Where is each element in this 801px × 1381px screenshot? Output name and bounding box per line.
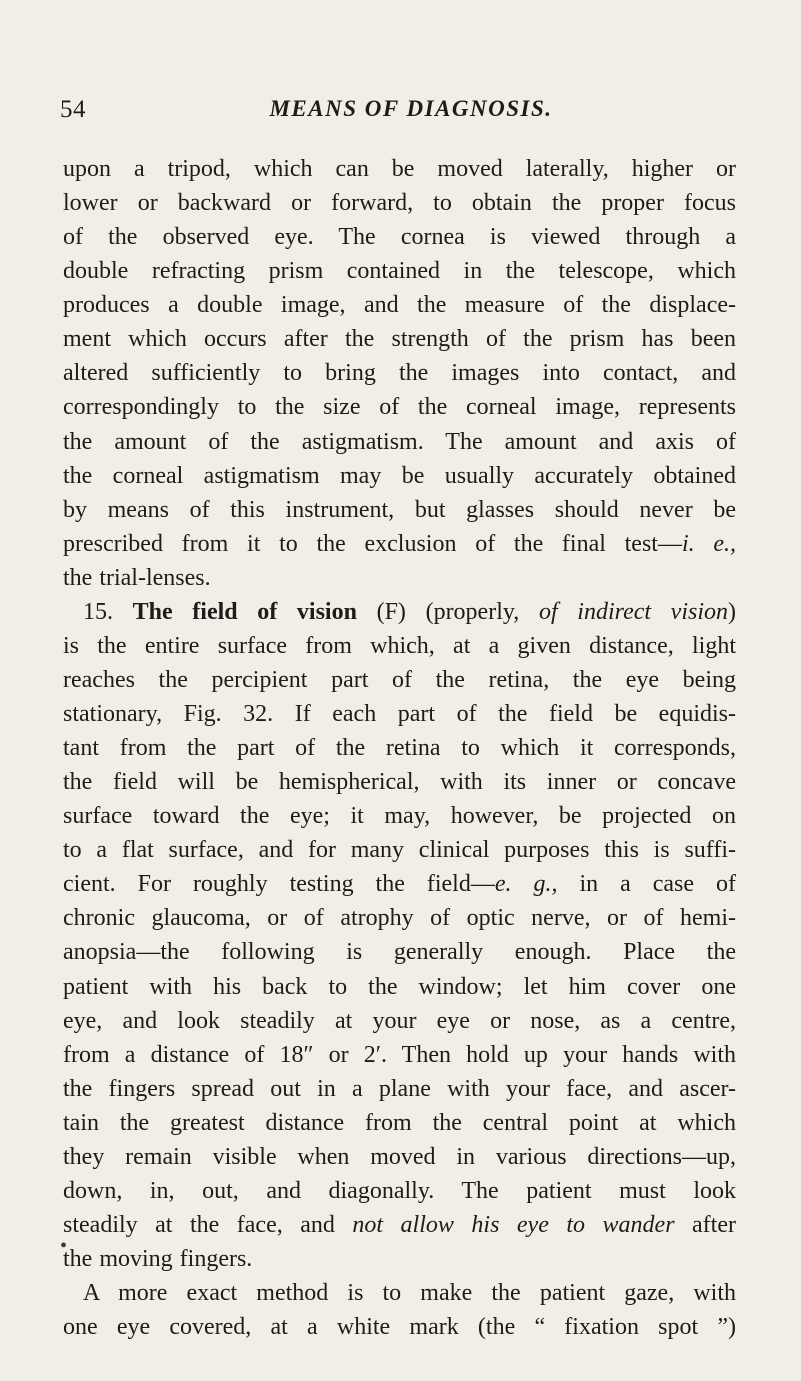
text-line: to a flat surface, and for many clinical purposes this is suffi- (63, 837, 736, 864)
section-heading: The field of vision (132, 598, 357, 625)
text-span: after (674, 1211, 736, 1238)
body-text (63, 152, 736, 1344)
text-line: one eye covered, at a white mark (the “ fixation spot ”) (63, 1314, 736, 1341)
text-line: double refracting prism contained in the telescope, which (63, 258, 736, 285)
text-line: produces a double image, and the measure of the displace- (63, 292, 736, 319)
running-head: MEANS OF DIAGNOSIS. (269, 96, 553, 121)
paragraph-start-line: A more exact method is to make the patient gaze, with (83, 1280, 736, 1307)
italic-span: e. g., (494, 871, 558, 898)
text-line: patient with his back to the window; let him cover one (63, 973, 736, 1000)
page-header (60, 96, 740, 130)
text-line: tain the greatest distance from the central point at which (63, 1109, 736, 1136)
text-span: steadily at the face, and (63, 1211, 353, 1238)
italic-span: not allow his eye to wander (352, 1211, 675, 1238)
signature-mark: • (60, 1235, 68, 1257)
text-span: in a case of (557, 871, 737, 898)
text-line: the amount of the astigmatism. The amount and axis of (63, 428, 736, 455)
text-span: cient. For roughly testing the field— (63, 871, 495, 898)
italic-span: i. e., (681, 530, 737, 557)
text-line: upon a tripod, which can be moved laterally, higher or (63, 156, 736, 182)
text-span: prescribed from it to the exclusion of the final test— (63, 530, 682, 557)
text-line: the fingers spread out in a plane with your face, and ascer- (63, 1075, 736, 1102)
text-line: altered sufficiently to bring the images into contact, and (63, 360, 736, 387)
text-line: reaches the percipient part of the retina, the eye being (63, 666, 736, 693)
text-line: correspondingly to the size of the corneal image, represents (63, 394, 736, 421)
text-line (63, 867, 736, 901)
text-line: tant from the part of the retina to which it corresponds, (63, 735, 736, 762)
text-line: they remain visible when moved in various directions—up, (63, 1143, 736, 1170)
page-number: 54 (60, 96, 86, 123)
text-line: from a distance of 18″ or 2′. Then hold up your hands with (63, 1041, 736, 1068)
text-span: (F) (properly, (356, 598, 539, 625)
italic-span: of indirect vision (538, 598, 729, 625)
text-line: is the entire surface from which, at a given distance, light (63, 632, 736, 659)
text-line: the trial-lenses. (63, 564, 211, 591)
section-number: 15. (83, 598, 133, 625)
text-line: stationary, Fig. 32. If each part of the field be equidis- (63, 701, 736, 727)
text-line: the moving fingers. (63, 1246, 253, 1272)
paragraph-start-line (63, 595, 736, 629)
text-line: anopsia—the following is generally enough. Place the (63, 939, 736, 966)
text-line (63, 527, 736, 561)
text-line: down, in, out, and diagonally. The patient must look (63, 1177, 736, 1204)
text-line (63, 1208, 736, 1242)
text-line: surface toward the eye; it may, however, be projected on (63, 803, 736, 830)
text-line: the field will be hemispherical, with its inner or concave (63, 769, 736, 796)
text-line: of the observed eye. The cornea is viewed through a (63, 224, 736, 251)
text-span: ) (728, 598, 737, 625)
text-line: the corneal astigmatism may be usually accurately obtained (63, 462, 736, 489)
text-line: eye, and look steadily at your eye or nose, as a centre, (63, 1007, 736, 1034)
text-line: by means of this instrument, but glasses should never be (63, 496, 736, 523)
text-line: chronic glaucoma, or of atrophy of optic nerve, or of hemi- (63, 905, 736, 932)
text-line: lower or backward or forward, to obtain the proper focus (63, 190, 736, 217)
text-line: ment which occurs after the strength of the prism has been (63, 326, 736, 353)
